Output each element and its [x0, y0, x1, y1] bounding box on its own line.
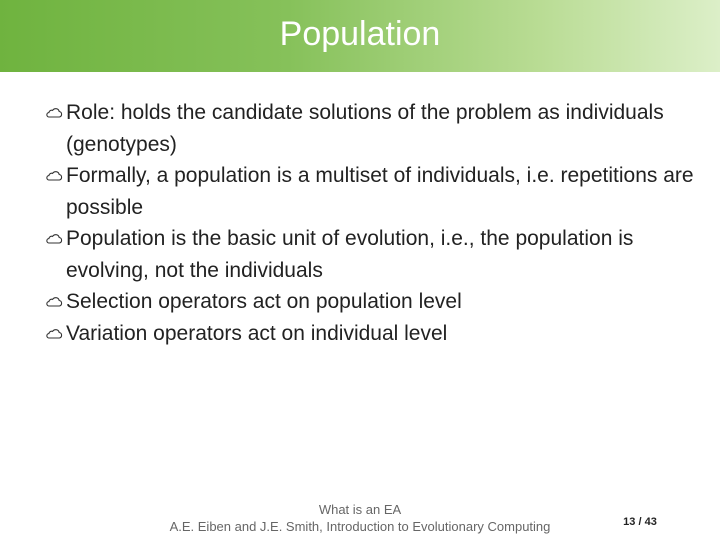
slide-title: Population — [279, 15, 441, 53]
bullet-list — [44, 97, 704, 349]
cloud-bullet-icon — [45, 233, 63, 244]
bullet-text: Formally, a population is a multiset of individuals, i.e. repetitions are possible — [66, 164, 694, 219]
footer-section-title: What is an EA — [318, 502, 402, 517]
bullet-item — [44, 160, 704, 223]
bullet-item — [44, 223, 704, 286]
cloud-bullet-icon — [45, 296, 63, 307]
bullet-text: Variation operators act on individual level — [66, 321, 448, 345]
bullet-item — [44, 286, 704, 318]
bullet-text: Population is the basic unit of evolution, i.e., the population is evolving, not the individuals — [66, 227, 634, 282]
bullet-text: Selection operators act on population level — [66, 290, 462, 313]
bullet-item — [44, 318, 704, 350]
bullet-text: Role: holds the candidate solutions of the problem as individuals (genotypes) — [66, 101, 664, 156]
footer-citation: A.E. Eiben and J.E. Smith, Introduction to Evolutionary Computing — [169, 519, 551, 534]
cloud-bullet-icon — [45, 170, 63, 181]
cloud-bullet-icon — [45, 107, 63, 118]
title-bar — [0, 0, 720, 72]
bullet-item — [44, 97, 704, 160]
page-number: 13 / 43 — [623, 516, 657, 528]
cloud-bullet-icon — [45, 328, 63, 339]
